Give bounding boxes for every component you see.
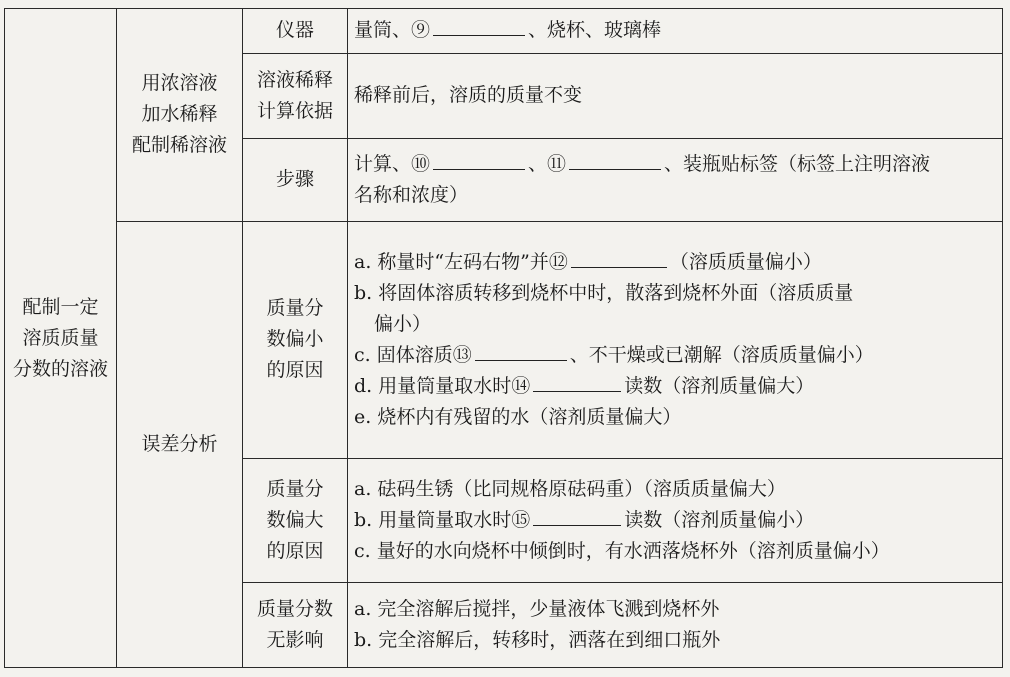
calc-basis-label bbox=[243, 53, 348, 138]
dilute-section-cell bbox=[117, 9, 243, 222]
high-content bbox=[348, 459, 1003, 583]
low-item-d bbox=[354, 371, 996, 402]
high-item-b bbox=[354, 505, 996, 536]
none-label-2: 无影响 bbox=[266, 628, 324, 651]
blank-14[interactable] bbox=[533, 373, 621, 392]
instruments-suffix: 、烧杯、玻璃棒 bbox=[528, 19, 662, 42]
low-c-text: c. 固体溶质⑬ bbox=[354, 343, 472, 366]
low-c-note: 、不干燥或已潮解（溶质质量偏小） bbox=[569, 343, 874, 366]
low-item-c bbox=[354, 340, 996, 371]
topic-line-1: 配制一定 bbox=[22, 295, 99, 318]
topic-line-3: 分数的溶液 bbox=[12, 357, 108, 380]
high-label-1: 质量分 bbox=[266, 477, 324, 500]
solution-prep-table bbox=[4, 8, 1003, 668]
high-item-a: a. 砝码生锈（比同规格原砝码重）（溶质质量偏大） bbox=[354, 477, 786, 500]
steps-line-2: 名称和浓度） bbox=[354, 183, 469, 206]
none-item-a: a. 完全溶解后搅拌，少量液体飞溅到烧杯外 bbox=[354, 597, 720, 620]
low-label-1: 质量分 bbox=[266, 297, 324, 320]
topic-cell bbox=[5, 9, 117, 668]
low-item-a bbox=[354, 247, 996, 278]
none-label bbox=[243, 582, 348, 667]
low-d-note: 读数（溶剂质量偏大） bbox=[624, 374, 815, 397]
low-label-2: 数偏小 bbox=[266, 328, 324, 351]
low-d-text: d. 用量筒量取水时⑭ bbox=[354, 374, 531, 397]
row-low bbox=[5, 221, 1003, 458]
instruments-prefix: 量筒、⑨ bbox=[354, 19, 431, 42]
blank-11[interactable] bbox=[569, 151, 661, 170]
high-label bbox=[243, 459, 348, 583]
steps-label: 步骤 bbox=[243, 138, 348, 221]
steps-part1: 计算、⑩ bbox=[354, 152, 431, 175]
dilute-line-3: 配制稀溶液 bbox=[131, 134, 227, 157]
row-instruments bbox=[5, 9, 1003, 54]
low-item-b: b. 将固体溶质转移到烧杯中时，散落到烧杯外面（溶质质量 bbox=[354, 281, 854, 304]
high-item-c: c. 量好的水向烧杯中倾倒时，有水洒落烧杯外（溶剂质量偏小） bbox=[354, 539, 890, 562]
none-content bbox=[348, 582, 1003, 667]
high-b-text: b. 用量筒量取水时⑮ bbox=[354, 508, 531, 531]
blank-10[interactable] bbox=[433, 151, 525, 170]
low-content bbox=[348, 221, 1003, 458]
high-b-note: 读数（溶剂质量偏小） bbox=[624, 508, 815, 531]
calc-basis-label-2: 计算依据 bbox=[256, 99, 333, 122]
low-item-b-cont: 偏小） bbox=[374, 312, 432, 335]
low-item-e: e. 烧杯内有残留的水（溶剂质量偏大） bbox=[354, 405, 682, 428]
calc-basis-text: 稀释前后，溶质的质量不变 bbox=[348, 53, 1003, 138]
none-label-1: 质量分数 bbox=[256, 597, 333, 620]
low-a-note: （溶质质量偏小） bbox=[669, 250, 822, 273]
instruments-content bbox=[348, 9, 1003, 54]
low-a-text: a. 称量时“左码右物”并⑫ bbox=[354, 250, 568, 273]
low-label bbox=[243, 221, 348, 458]
blank-15[interactable] bbox=[533, 507, 621, 526]
dilute-line-1: 用浓溶液 bbox=[141, 72, 218, 95]
error-section-cell: 误差分析 bbox=[117, 221, 243, 667]
steps-part2: 、⑪ bbox=[528, 152, 567, 175]
dilute-line-2: 加水稀释 bbox=[141, 103, 218, 126]
blank-12[interactable] bbox=[571, 249, 667, 268]
topic-line-2: 溶质质量 bbox=[22, 326, 99, 349]
steps-part3: 、装瓶贴标签（标签上注明溶液 bbox=[664, 152, 931, 175]
blank-9[interactable] bbox=[433, 17, 525, 36]
blank-13[interactable] bbox=[475, 342, 567, 361]
calc-basis-label-1: 溶液稀释 bbox=[256, 68, 333, 91]
high-label-3: 的原因 bbox=[266, 539, 324, 562]
steps-content bbox=[348, 138, 1003, 221]
steps-line-1 bbox=[354, 149, 996, 180]
none-item-b: b. 完全溶解后，转移时，洒落在到细口瓶外 bbox=[354, 628, 721, 651]
low-label-3: 的原因 bbox=[266, 359, 324, 382]
high-label-2: 数偏大 bbox=[266, 508, 324, 531]
instruments-label: 仪器 bbox=[243, 9, 348, 54]
